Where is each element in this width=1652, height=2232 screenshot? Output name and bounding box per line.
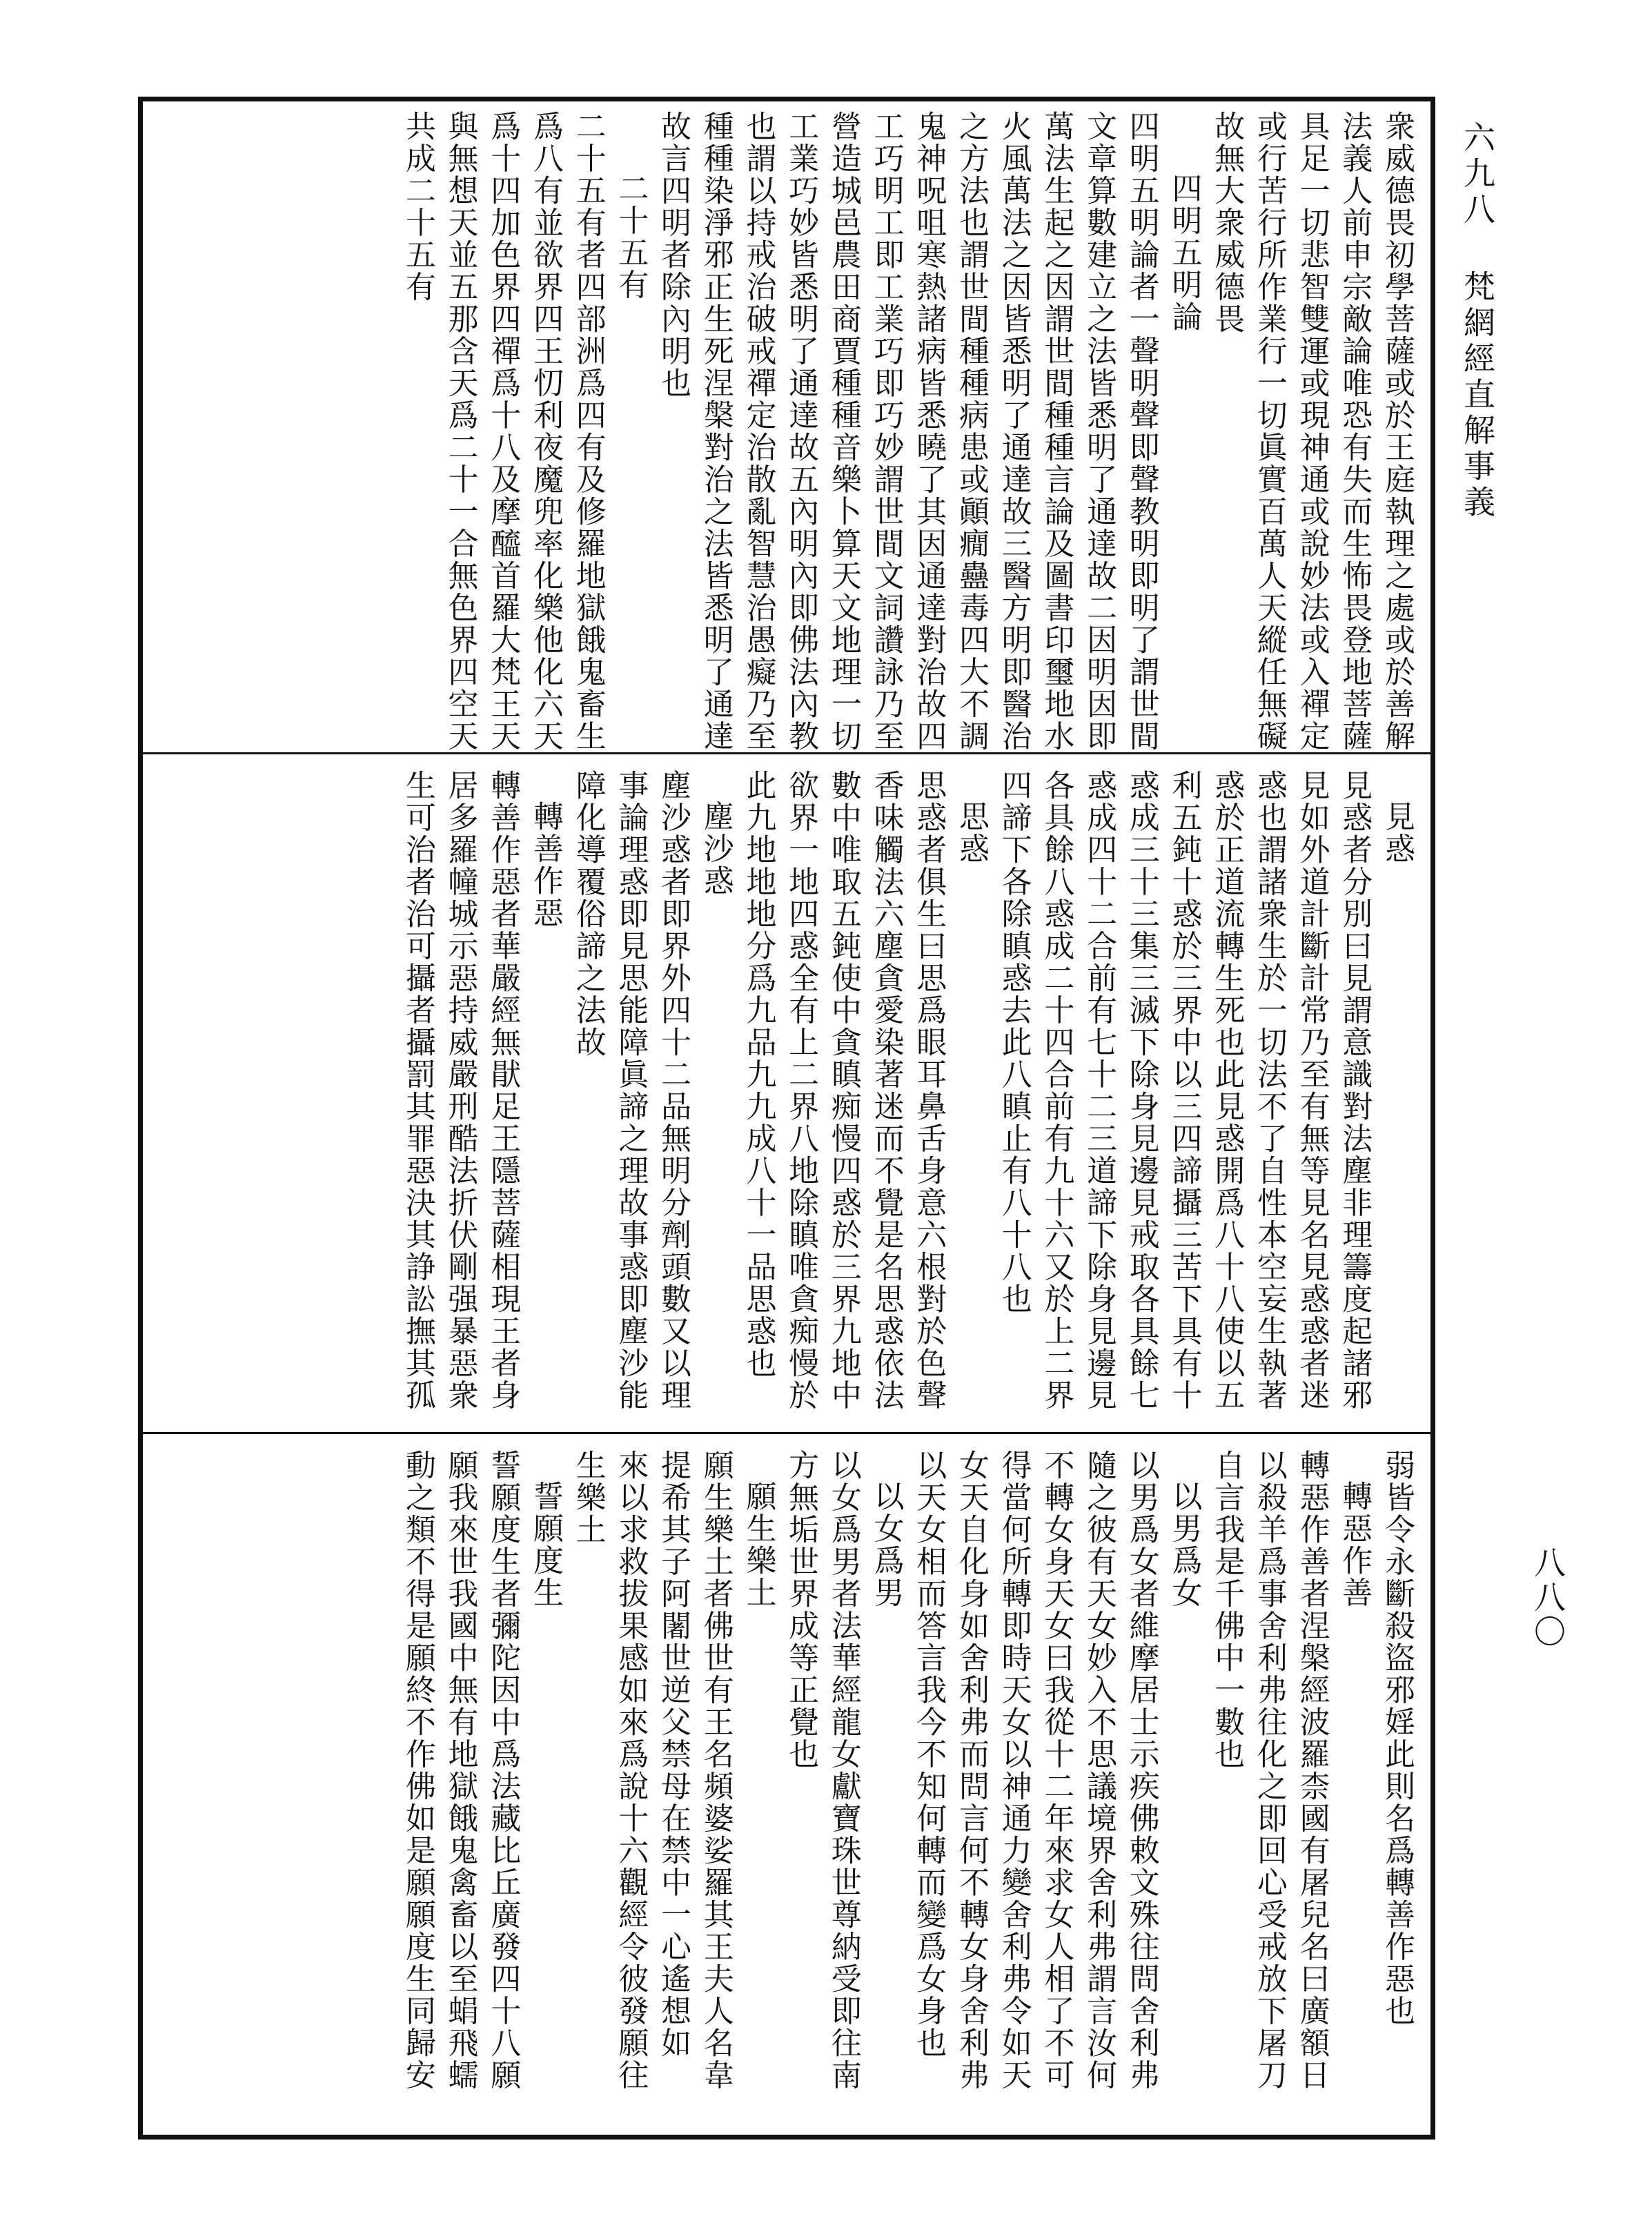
text-column: 工業巧妙皆悉明了通達故五內明內即佛法內教	[783, 110, 819, 752]
text-column: 此九地地地分爲九品九九成八十一品思惑也	[740, 770, 776, 1380]
section-heading: 見惑	[1379, 801, 1415, 865]
text-column: 故言四明者除內明也	[656, 110, 691, 400]
text-column: 香味觸法六塵貪愛染著迷而不覺是名思惑依法	[868, 770, 904, 1411]
text-column: 鬼神呪咀寒熱諸病皆悉曉了其因通達對治故四	[911, 110, 947, 752]
text-column: 思惑者俱生曰思爲眼耳鼻舌身意六根對於色聲	[911, 770, 947, 1411]
text-column: 工巧明工即工業巧即巧妙謂世間文詞讚詠乃至	[868, 110, 904, 752]
section-heading: 思惑	[953, 801, 989, 865]
section-heading: 轉惡作善	[1337, 1480, 1373, 1609]
text-column: 惑成三十三集三滅下除身見邊見戒取各具餘七	[1123, 770, 1159, 1411]
section-heading: 塵沙惑	[698, 801, 734, 897]
text-column: 障化導覆俗諦之法故	[570, 770, 606, 1059]
text-column: 得當何所轉即時天女以神通力變舍利弗令如天	[996, 1449, 1032, 2091]
text-column: 或行苦行所作業行一切眞實百萬人天縱任無礙	[1251, 110, 1287, 752]
page-number: 六九八	[1459, 121, 1496, 228]
text-band-top	[155, 110, 1418, 752]
text-column: 四明五明論者一聲明聲即聲教明即明了謂世間	[1123, 110, 1159, 752]
band-divider-upper	[138, 752, 1435, 754]
text-column: 共成二十五有	[400, 110, 435, 303]
text-column: 來以求救拔果感如來爲說十六觀經令彼發願往	[613, 1449, 649, 2091]
text-column: 衆威德畏初學菩薩或於王庭執理之處或於善解	[1379, 110, 1415, 752]
section-heading: 以女爲男	[868, 1480, 904, 1609]
text-column: 生可治者治可攝者攝罰其罪惡決其諍訟撫其孤	[400, 770, 435, 1411]
text-column: 文章算數建立之法皆悉明了通達故二因明因即	[1081, 110, 1117, 752]
text-column: 與無想天並五那含天爲二十一合無色界四空天	[442, 110, 478, 752]
text-column: 爲八有並欲界四王忉利夜魔兜率化樂他化六天	[527, 110, 563, 752]
text-column: 二十五有者四部洲爲四有及修羅地獄餓鬼畜生	[570, 110, 606, 752]
text-column: 以男爲女者維摩居士示疾佛敕文殊往問舍利弗	[1123, 1449, 1159, 2091]
text-column: 不轉女身天女曰我從十二年來求女人相了不可	[1039, 1449, 1074, 2091]
text-column: 惑成四十二合前有七十二三道諦下除身見邊見	[1081, 770, 1117, 1411]
section-heading: 誓願度生	[527, 1480, 563, 1609]
text-column: 法義人前申宗敵論唯恐有失而生怖畏登地菩薩	[1337, 110, 1373, 752]
text-column: 爲十四加色界四禪爲十八及摩醯首羅大梵王天	[485, 110, 521, 752]
text-band-middle	[155, 770, 1418, 1425]
text-column: 提希其子阿闍世逆父禁母在禁中一心遙想如	[656, 1449, 691, 2059]
text-column: 誓願度生者彌陀因中爲法藏比丘廣發四十八願	[485, 1449, 521, 2091]
text-column: 以殺羊爲事舍利弗往化之即回心受戒放下屠刀	[1251, 1449, 1287, 2091]
text-column: 惑於正道流轉生死也此見惑開爲八十八使以五	[1209, 770, 1245, 1411]
text-column: 四諦下各除瞋惑去此八瞋止有八十八也	[996, 770, 1032, 1315]
text-column: 具足一切悲智雙運或現神通或說妙法或入禪定	[1294, 110, 1330, 752]
text-column: 也謂以持戒治破戒禪定治散亂智慧治愚癡乃至	[740, 110, 776, 752]
text-column: 生樂土	[570, 1449, 606, 1546]
text-column: 願生樂土者佛世有王名頻婆娑羅其王夫人名韋	[698, 1449, 734, 2091]
text-column: 種種染淨邪正生死涅槃對治之法皆悉明了通達	[698, 110, 734, 752]
text-column: 見惑者分別曰見謂意識對法塵非理籌度起諸邪	[1337, 770, 1373, 1411]
text-column: 自言我是千佛中一數也	[1209, 1449, 1245, 1770]
section-heading: 二十五有	[613, 173, 649, 301]
text-column: 各具餘八惑成二十四合前有九十六又於上二界	[1039, 770, 1074, 1411]
text-column: 隨之彼有天女妙入不思議境界舍利弗謂言汝何	[1081, 1449, 1117, 2091]
section-heading: 願生樂土	[740, 1480, 776, 1609]
text-column: 見如外道計斷計常乃至有無等見名見惑惑者迷	[1294, 770, 1330, 1411]
text-column: 事論理惑即見思能障眞諦之理故事惑即塵沙能	[613, 770, 649, 1411]
text-column: 動之類不得是願終不作佛如是願願度生同歸安	[400, 1449, 435, 2091]
section-heading: 四明五明論	[1166, 173, 1202, 333]
text-column: 轉善作惡者華嚴經無猒足王隱菩薩相現王者身	[485, 770, 521, 1411]
text-column: 以天女相而答言我今不知何轉而變爲女身也	[911, 1449, 947, 2059]
text-column: 之方法也謂世間種種病患或顚癇蠱毒四大不調	[953, 110, 989, 752]
text-column: 願我來世我國中無有地獄餓鬼禽畜以至蜎飛蠕	[442, 1449, 478, 2091]
text-column: 數中唯取五鈍使中貪瞋痴慢四惑於三界九地中	[825, 770, 861, 1411]
text-column: 弱皆令永斷殺盜邪婬此則名爲轉善作惡也	[1379, 1449, 1415, 2027]
text-column: 以女爲男者法華經龍女獻寶珠世尊納受即往南	[825, 1449, 861, 2091]
text-column: 女天自化身如舍利弗而問言何不轉女身舍利弗	[953, 1449, 989, 2091]
text-column: 方無垢世界成等正覺也	[783, 1449, 819, 1770]
folio-number: 八八〇	[1529, 1546, 1566, 1649]
text-column: 塵沙惑者即界外四十二品無明分劑頭數又以理	[656, 770, 691, 1411]
section-heading: 以男爲女	[1166, 1480, 1202, 1609]
text-column: 萬法生起之因謂世間種種言論及圖書印璽地水	[1039, 110, 1074, 752]
text-column: 惑也謂諸衆生於一切法不了自性本空妄生執著	[1251, 770, 1287, 1411]
text-column: 火風萬法之因皆悉明了通達故三醫方明即醫治	[996, 110, 1032, 752]
text-column: 營造城邑農田商賈種種音樂卜算天文地理一切	[825, 110, 861, 752]
book-title: 梵網經直解事義	[1459, 270, 1496, 521]
text-column: 故無大衆威德畏	[1209, 110, 1245, 335]
text-band-bottom	[155, 1449, 1418, 2126]
band-divider-lower	[138, 1432, 1435, 1434]
text-column: 轉惡作善者涅槃經波羅柰國有屠兒名曰廣額日	[1294, 1449, 1330, 2091]
text-column: 利五鈍十惑於三界中以三四諦攝三苦下具有十	[1166, 770, 1202, 1411]
text-column: 欲界一地四惑全有上二界八地除瞋唯貪痴慢於	[783, 770, 819, 1411]
running-head	[1455, 121, 1500, 521]
text-column: 居多羅幢城示惡持威嚴刑酷法折伏剛强暴惡衆	[442, 770, 478, 1411]
section-heading: 轉善作惡	[527, 801, 563, 929]
